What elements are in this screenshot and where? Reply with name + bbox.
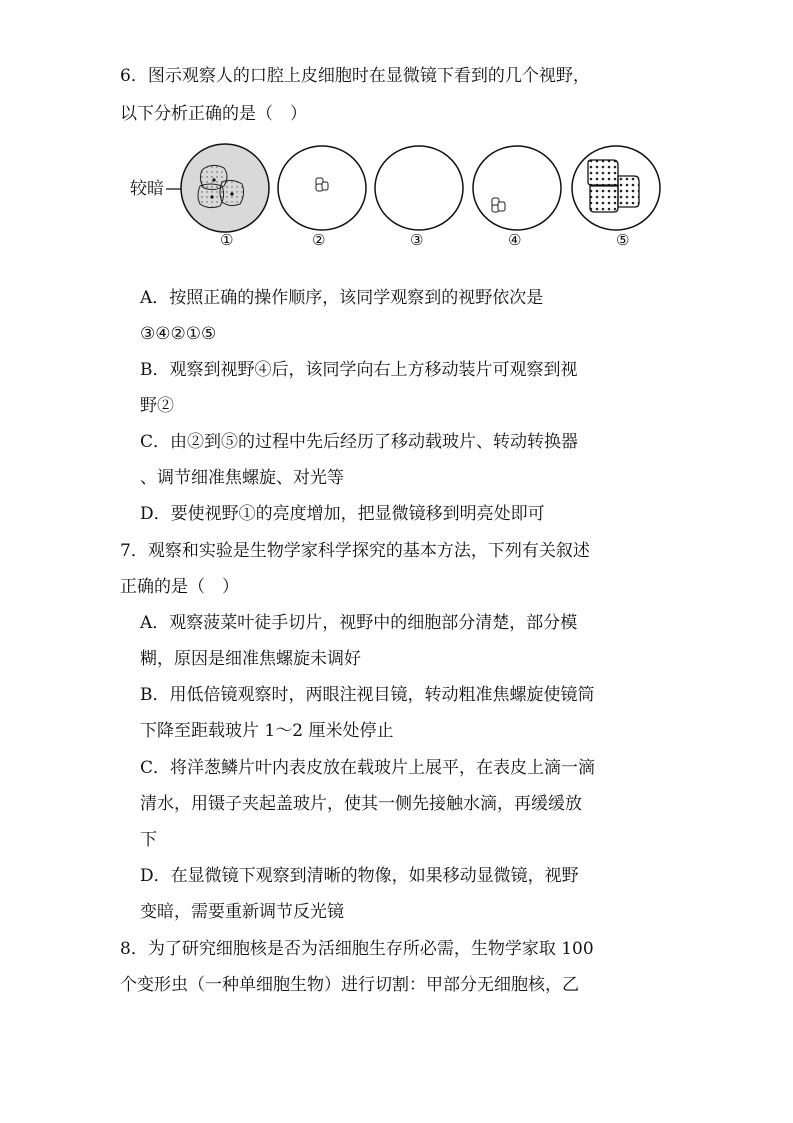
q6-microscope-views-figure — [120, 140, 680, 260]
view-3 — [375, 146, 463, 230]
q6-stem-line2: 以下分析正确的是（ ） — [120, 104, 307, 124]
view-number-4: ④ — [508, 231, 522, 249]
q6-option-c-line2: 、调节细准焦螺旋、对光等 — [140, 468, 344, 488]
q7-option-a-line2: 糊，原因是细准焦螺旋未调好 — [140, 649, 361, 669]
view-number-5: ⑤ — [616, 231, 630, 249]
q6-option-b-line2: 野② — [140, 396, 174, 416]
view-5 — [572, 146, 660, 230]
q6-option-d-line1: D．要使视野①的亮度增加，把显微镜移到明亮处即可 — [140, 504, 545, 524]
q7-option-c-line1: C．将洋葱鳞片叶内表皮放在载玻片上展平，在表皮上滴一滴 — [140, 758, 596, 778]
q7-option-d-line1: D．在显微镜下观察到清晰的物像，如果移动显微镜，视野 — [140, 866, 579, 886]
q6-option-a-line1: A．按照正确的操作顺序，该同学观察到的视野依次是 — [140, 288, 544, 308]
q8-stem-line2: 个变形虫（一种单细胞生物）进行切割：甲部分无细胞核，乙 — [120, 975, 579, 995]
view-number-1: ① — [220, 231, 234, 249]
q7-stem-line1: 7．观察和实验是生物学家科学探究的基本方法，下列有关叙述 — [120, 541, 590, 561]
q6-option-a-line2: ③④②①⑤ — [140, 324, 217, 344]
q7-option-b-line2: 下降至距载玻片 1～2 厘米处停止 — [140, 721, 394, 741]
q7-option-a-line1: A．观察菠菜叶徒手切片，视野中的细胞部分清楚，部分模 — [140, 613, 578, 633]
q7-stem-line2: 正确的是（ ） — [120, 577, 239, 597]
view-2 — [278, 146, 366, 230]
label-dark: 较暗 — [130, 179, 164, 198]
q7-option-d-line2: 变暗，需要重新调节反光镜 — [140, 902, 344, 922]
microscope-views-svg — [120, 140, 680, 260]
view-4 — [473, 146, 561, 230]
q7-option-b-line1: B．用低倍镜观察时，两眼注视目镜，转动粗准焦螺旋使镜筒 — [140, 685, 595, 705]
q6-stem-line1: 6．图示观察人的口腔上皮细胞时在显微镜下看到的几个视野， — [120, 66, 590, 86]
view-1 — [181, 144, 269, 232]
view-number-3: ③ — [410, 231, 424, 249]
q6-option-c-line1: C．由②到⑤的过程中先后经历了移动载玻片、转动转换器 — [140, 432, 579, 452]
q8-stem-line1: 8．为了研究细胞核是否为活细胞生存所必需，生物学家取 100 — [120, 939, 594, 959]
q6-option-b-line1: B．观察到视野④后，该同学向右上方移动装片可观察到视 — [140, 360, 578, 380]
q7-option-c-line3: 下 — [140, 830, 157, 850]
q7-option-c-line2: 清水，用镊子夹起盖玻片，使其一侧先接触水滴，再缓缓放 — [140, 794, 582, 814]
view-number-2: ② — [312, 231, 326, 249]
